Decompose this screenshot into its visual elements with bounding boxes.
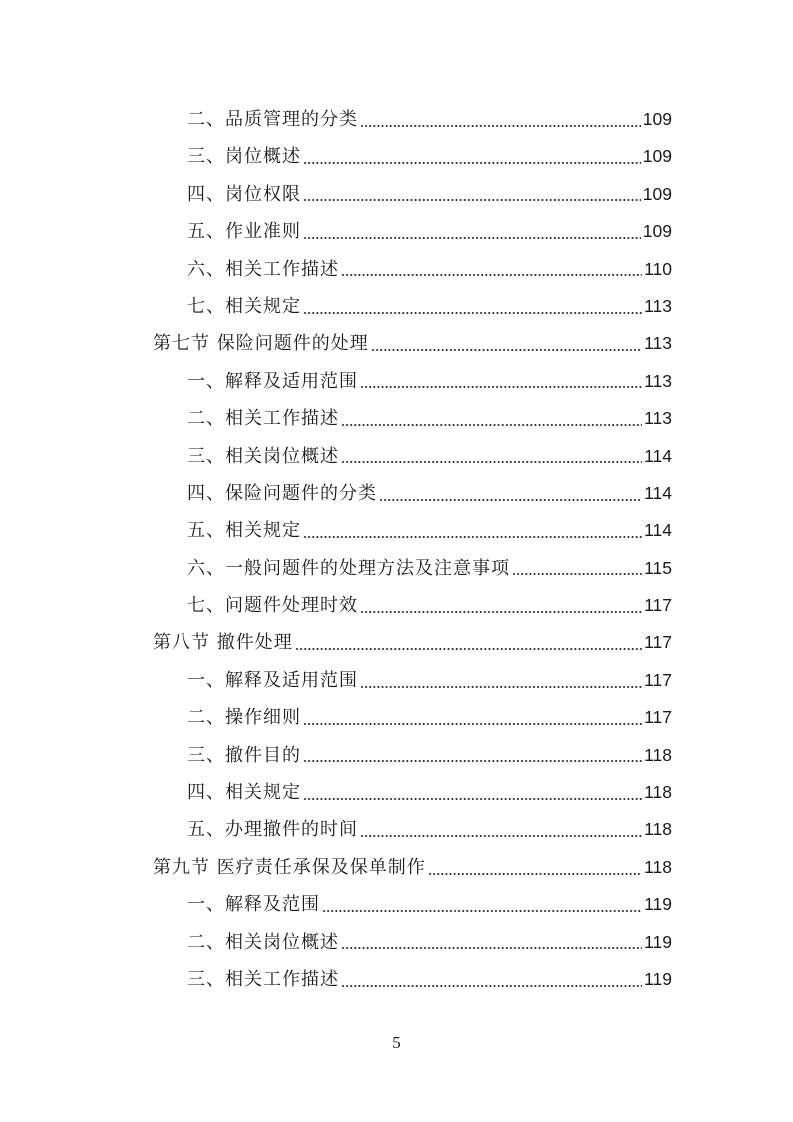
toc-item-entry[interactable] [0,737,793,774]
toc-entry-title: 二、相关岗位概述 [187,931,339,953]
toc-entry-title: 七、相关规定 [187,295,301,317]
toc-entry-page: 117 [644,595,672,616]
toc-entry-title: 三、相关岗位概述 [187,445,339,467]
toc-item-entry[interactable] [0,438,793,475]
toc-entry-page: 119 [644,968,672,989]
toc-entry-title: 三、岗位概述 [187,146,301,168]
toc-entry-title: 一、解释及适用范围 [187,370,358,392]
toc-entry-title: 六、相关工作描述 [187,258,339,280]
dot-leader [303,536,642,538]
toc-entry-page: 118 [644,856,672,877]
table-of-contents [0,101,793,998]
toc-entry-title: 二、操作细则 [187,707,301,729]
toc-entry-title: 三、相关工作描述 [187,968,339,990]
toc-entry-page: 113 [644,408,672,429]
toc-entry-page: 109 [642,146,672,167]
toc-item-entry[interactable] [0,662,793,699]
toc-item-entry[interactable] [0,138,793,175]
toc-entry-page: 114 [644,482,672,503]
toc-entry-title: 第七节 保险问题件的处理 [153,333,369,355]
dot-leader [303,237,641,239]
toc-entry-page: 115 [644,557,672,578]
dot-leader [428,873,642,875]
toc-item-entry[interactable] [0,886,793,923]
dot-leader [360,611,642,613]
toc-entry-title: 五、办理撤件的时间 [187,819,358,841]
toc-item-entry[interactable] [0,961,793,998]
dot-leader [379,499,642,501]
toc-item-entry[interactable] [0,288,793,325]
toc-entry-page: 119 [644,931,672,952]
dot-leader [295,648,642,650]
toc-entry-title: 五、作业准则 [187,221,301,243]
dot-leader [360,686,642,688]
dot-leader [303,760,642,762]
page-number: 5 [392,1033,401,1052]
toc-entry-page: 113 [644,295,672,316]
toc-entry-title: 第八节 撤件处理 [153,632,293,654]
toc-section-entry[interactable] [0,325,793,362]
toc-item-entry[interactable] [0,176,793,213]
dot-leader [341,947,642,949]
toc-entry-page: 114 [644,445,672,466]
toc-item-entry[interactable] [0,251,793,288]
dot-leader [303,199,641,201]
toc-entry-page: 109 [642,109,672,129]
toc-section-entry[interactable] [0,624,793,661]
toc-item-entry[interactable] [0,550,793,587]
dot-leader [341,461,642,463]
toc-item-entry[interactable] [0,101,793,138]
toc-entry-title: 三、撤件目的 [187,744,301,766]
toc-entry-title: 二、品质管理的分类 [187,109,358,130]
toc-entry-title: 一、解释及范围 [187,894,320,916]
toc-section-entry[interactable] [0,849,793,886]
toc-entry-page: 117 [644,707,672,728]
dot-leader [371,349,642,351]
toc-entry-title: 第九节 医疗责任承保及保单制作 [153,856,426,878]
dot-leader [360,386,642,388]
toc-item-entry[interactable] [0,774,793,811]
dot-leader [303,312,642,314]
toc-entry-page: 109 [642,183,672,204]
toc-entry-page: 117 [644,669,672,690]
toc-entry-title: 七、问题件处理时效 [187,595,358,617]
toc-entry-page: 118 [644,744,672,765]
toc-entry-page: 117 [644,632,672,653]
toc-entry-page: 114 [644,520,672,541]
dot-leader [341,424,642,426]
toc-item-entry[interactable] [0,363,793,400]
toc-entry-page: 113 [644,333,672,354]
dot-leader [341,985,642,987]
toc-entry-page: 119 [644,894,672,915]
toc-entry-page: 109 [642,221,672,242]
toc-entry-title: 四、相关规定 [187,782,301,804]
toc-entry-page: 118 [644,819,672,840]
toc-item-entry[interactable] [0,475,793,512]
toc-entry-title: 六、一般问题件的处理方法及注意事项 [187,557,510,579]
dot-leader [341,274,642,276]
toc-item-entry[interactable] [0,512,793,549]
dot-leader [303,162,641,164]
dot-leader [303,723,642,725]
toc-item-entry[interactable] [0,587,793,624]
toc-entry-title: 二、相关工作描述 [187,408,339,430]
toc-item-entry[interactable] [0,811,793,848]
dot-leader [360,835,642,837]
toc-item-entry[interactable] [0,924,793,961]
toc-entry-page: 118 [644,782,672,803]
dot-leader [322,910,642,912]
dot-leader [512,573,642,575]
toc-entry-page: 110 [644,258,672,279]
toc-entry-title: 五、相关规定 [187,520,301,542]
dot-leader [303,798,642,800]
toc-item-entry[interactable] [0,699,793,736]
toc-item-entry[interactable] [0,213,793,250]
toc-entry-title: 四、岗位权限 [187,183,301,205]
toc-entry-title: 四、保险问题件的分类 [187,482,377,504]
toc-entry-title: 一、解释及适用范围 [187,669,358,691]
toc-item-entry[interactable] [0,400,793,437]
dot-leader [360,125,641,127]
toc-entry-page: 113 [644,370,672,391]
